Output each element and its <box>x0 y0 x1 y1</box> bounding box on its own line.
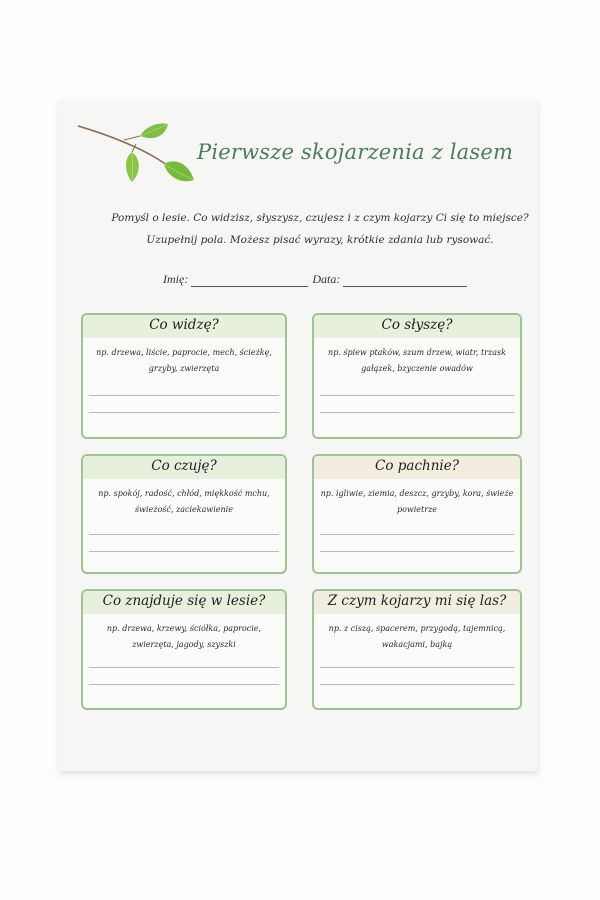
answer-line-2[interactable] <box>89 551 279 552</box>
answer-line-2[interactable] <box>89 684 279 685</box>
card-what-smells <box>312 454 522 574</box>
instructions-line-1: Pomyśl o lesie. Co widzisz, słyszysz, czujesz i z czym kojarzy Ci się to miejsce? <box>111 212 529 224</box>
card-title: Co pachnie? <box>312 454 522 479</box>
card-hint: np. igliwie, ziemia, deszcz, grzyby, kora, świeże powietrze <box>320 489 514 514</box>
date-field[interactable] <box>343 274 467 287</box>
card-hint: np. spokój, radość, chłód, miękkość mchu, świeżość, zaciekawienie <box>98 489 270 514</box>
card-hint: np. drzewa, krzewy, ściółka, paprocie, zwierzęta, jagody, szyszki <box>106 624 262 649</box>
date-label: Data: <box>312 272 341 286</box>
card-title: Co słyszę? <box>312 313 522 338</box>
answer-line-2[interactable] <box>89 412 279 413</box>
answer-line-1[interactable] <box>89 667 279 668</box>
leaf-branch-icon <box>76 118 198 188</box>
answer-line-1[interactable] <box>89 534 279 535</box>
answer-line-1[interactable] <box>320 395 514 396</box>
card-what-is-in-forest <box>81 589 287 710</box>
name-field[interactable] <box>191 274 308 287</box>
card-title: Co znajduje się w lesie? <box>81 589 287 614</box>
card-forest-associations <box>312 589 522 710</box>
card-hint: np. śpiew ptaków, szum drzew, wiatr, trzask gałązek, bzyczenie owadów <box>328 348 506 373</box>
answer-line-1[interactable] <box>320 667 514 668</box>
answer-line-2[interactable] <box>320 551 514 552</box>
answer-line-1[interactable] <box>320 534 514 535</box>
card-hint: np. z ciszą, spacerem, przygodą, tajemnicą, wakacjami, bajką <box>328 624 506 649</box>
answer-line-2[interactable] <box>320 412 514 413</box>
instructions <box>100 207 540 251</box>
page-title: Pierwsze skojarzenia z lasem <box>197 140 514 164</box>
card-what-i-hear <box>312 313 522 439</box>
answer-line-2[interactable] <box>320 684 514 685</box>
card-title: Co widzę? <box>81 313 287 338</box>
answer-line-1[interactable] <box>89 395 279 396</box>
card-what-i-feel <box>81 454 287 574</box>
card-title: Z czym kojarzy mi się las? <box>312 589 522 614</box>
name-label: Imię: <box>163 272 189 286</box>
card-hint: np. drzewa, liście, paprocie, mech, ścieżkę, grzyby, zwierzęta <box>96 348 272 373</box>
instructions-line-2: Uzupełnij pola. Możesz pisać wyrazy, krótkie zdania lub rysować. <box>146 234 494 246</box>
card-title: Co czuję? <box>81 454 287 479</box>
card-what-i-see <box>81 313 287 439</box>
name-date-row <box>163 272 471 287</box>
